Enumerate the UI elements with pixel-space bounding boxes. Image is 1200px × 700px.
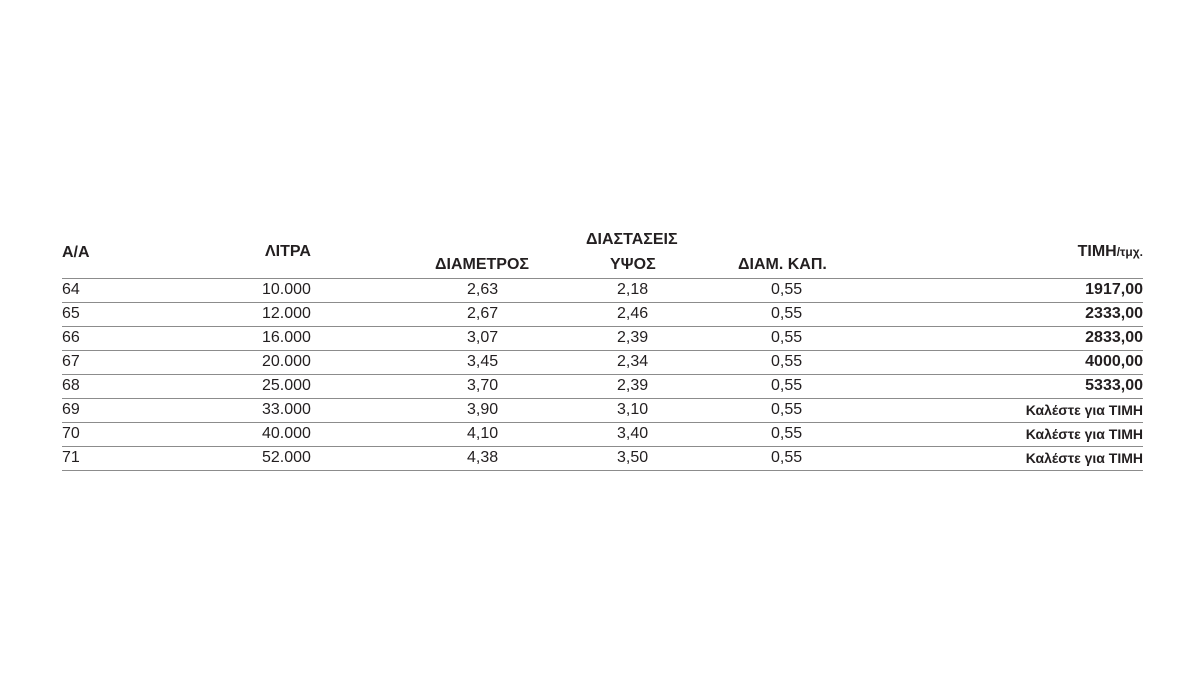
cell-diametros: 3,90 (467, 401, 499, 418)
cell-price: Καλέστε για ΤΙΜΗ (1025, 402, 1143, 418)
table-row (62, 399, 1143, 423)
cell-diam-kap: 0,55 (771, 401, 803, 418)
header-ypsos: ΥΨΟΣ (610, 256, 656, 273)
cell-litra: 16.000 (262, 329, 311, 346)
table-row (62, 279, 1143, 303)
table-body (62, 279, 1143, 471)
header-diametros: ΔΙΑΜΕΤΡΟΣ (435, 256, 529, 273)
cell-ypsos: 2,18 (617, 281, 649, 298)
cell-price: 1917,00 (1085, 281, 1143, 298)
cell-aa: 68 (62, 377, 80, 394)
cell-litra: 12.000 (262, 305, 311, 322)
cell-ypsos: 3,10 (617, 401, 649, 418)
cell-diametros: 4,10 (467, 425, 499, 442)
cell-litra: 25.000 (262, 377, 311, 394)
cell-diametros: 3,45 (467, 353, 499, 370)
cell-aa: 70 (62, 425, 80, 442)
cell-aa: 71 (62, 449, 80, 466)
table-row (62, 351, 1143, 375)
cell-aa: 65 (62, 305, 80, 322)
cell-litra: 52.000 (262, 449, 311, 466)
table-row (62, 327, 1143, 351)
header-diam-kap: ΔΙΑΜ. ΚΑΠ. (738, 256, 827, 273)
cell-diam-kap: 0,55 (771, 281, 803, 298)
cell-diam-kap: 0,55 (771, 377, 803, 394)
cell-litra: 10.000 (262, 281, 311, 298)
cell-price: 5333,00 (1085, 377, 1143, 394)
header-dimensions-group: ΔΙΑΣΤΑΣΕΙΣ (586, 231, 678, 248)
cell-aa: 66 (62, 329, 80, 346)
cell-diametros: 2,67 (467, 305, 499, 322)
table-row (62, 423, 1143, 447)
cell-price: Καλέστε για ΤΙΜΗ (1025, 426, 1143, 442)
header-price-label: ΤΙΜΗ (1077, 243, 1117, 260)
cell-litra: 40.000 (262, 425, 311, 442)
cell-price: 2333,00 (1085, 305, 1143, 322)
table-row (62, 303, 1143, 327)
header-price (1078, 243, 1143, 261)
cell-price: Καλέστε για ΤΙΜΗ (1025, 450, 1143, 466)
cell-ypsos: 3,40 (617, 425, 649, 442)
header-aa: Α/Α (62, 244, 90, 261)
cell-diam-kap: 0,55 (771, 353, 803, 370)
cell-ypsos: 2,39 (617, 329, 649, 346)
cell-diam-kap: 0,55 (771, 305, 803, 322)
cell-diam-kap: 0,55 (771, 449, 803, 466)
cell-diametros: 2,63 (467, 281, 499, 298)
table-row (62, 447, 1143, 471)
cell-price: 2833,00 (1085, 329, 1143, 346)
cell-aa: 64 (62, 281, 80, 298)
cell-diametros: 3,70 (467, 377, 499, 394)
cell-aa: 69 (62, 401, 80, 418)
cell-litra: 33.000 (262, 401, 311, 418)
cell-price: 4000,00 (1085, 353, 1143, 370)
cell-diam-kap: 0,55 (771, 329, 803, 346)
price-table (62, 228, 1143, 471)
cell-diam-kap: 0,55 (771, 425, 803, 442)
cell-aa: 67 (62, 353, 80, 370)
table-row (62, 375, 1143, 399)
cell-ypsos: 3,50 (617, 449, 649, 466)
cell-diametros: 3,07 (467, 329, 499, 346)
header-price-unit: /τμχ. (1116, 245, 1143, 259)
cell-diametros: 4,38 (467, 449, 499, 466)
cell-litra: 20.000 (262, 353, 311, 370)
cell-ypsos: 2,46 (617, 305, 649, 322)
table-header (62, 228, 1143, 279)
cell-ypsos: 2,34 (617, 353, 649, 370)
header-litra: ΛΙΤΡΑ (265, 243, 311, 260)
cell-ypsos: 2,39 (617, 377, 649, 394)
